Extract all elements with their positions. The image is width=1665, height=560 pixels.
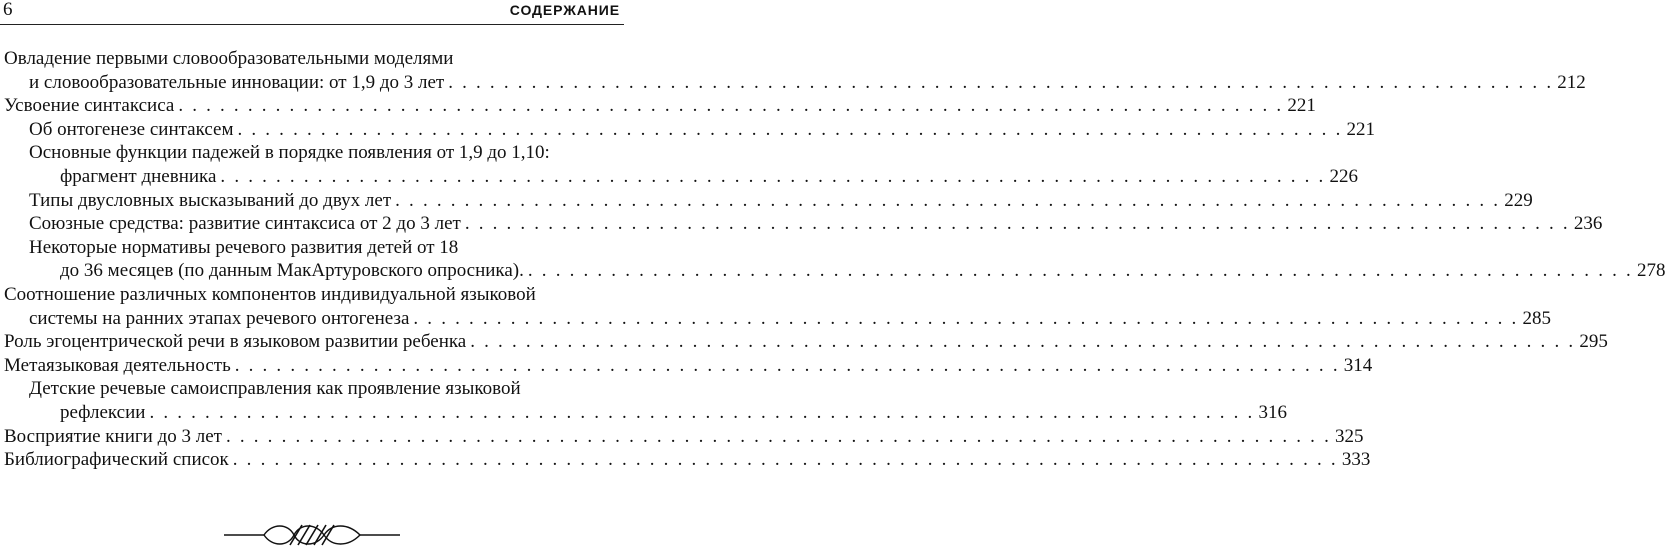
header-title: СОДЕРЖАНИЕ — [509, 2, 620, 18]
toc-entry-title: Некоторые нормативы речевого развития детей от 18 — [29, 236, 459, 258]
toc-entry-line-with-page — [4, 330, 1608, 354]
toc-entry-title: Союзные средства: развитие синтаксиса от 2 до 3 лет — [29, 213, 461, 235]
toc-leader-dots: . . . . . . . . . . . . . . . . . . . . . . . . . . . . . . . . . . . . . . . . . . . . . . . . . . . . . . . . . . . . . . . . . . . . . . . . . . . . . . . . — [220, 165, 1326, 187]
toc-page-number: 316 — [1258, 401, 1288, 423]
toc-leader-dots: . . . . . . . . . . . . . . . . . . . . . . . . . . . . . . . . . . . . . . . . . . . . . . . . . . . . . . . . . . . . . . . . . . . . . . . . . . . . . . . . — [413, 307, 1519, 329]
toc-leader-dots: . . . . . . . . . . . . . . . . . . . . . . . . . . . . . . . . . . . . . . . . . . . . . . . . . . . . . . . . . . . . . . . . . . . . . . . . . . . . . . . . — [225, 425, 1332, 447]
decorative-ornament — [224, 520, 400, 550]
toc-entry-title: системы на ранних этапах речевого онтогенеза — [29, 307, 410, 329]
toc-entry-title: рефлексии — [60, 401, 146, 423]
running-header — [0, 0, 624, 26]
toc-entry[interactable] — [4, 377, 1288, 424]
page-number: 6 — [3, 0, 13, 20]
toc-leader-dots: . . . . . . . . . . . . . . . . . . . . . . . . . . . . . . . . . . . . . . . . . . . . . . . . . . . . . . . . . . . . . . . . . . . . . . . . . . . . . . . . — [149, 401, 1255, 423]
toc-entry[interactable] — [4, 425, 1364, 449]
toc-entry-title: и словообразовательные инновации: от 1,9 до 3 лет — [29, 71, 445, 93]
toc-entry-line-with-page — [4, 71, 1586, 95]
toc-page-number: 236 — [1573, 213, 1603, 235]
toc-page-number: 314 — [1343, 354, 1373, 376]
toc-entry-line-with-page — [4, 189, 1533, 213]
toc-entry-title: фрагмент дневника — [60, 165, 217, 187]
toc-entry-title: до 36 месяцев (по данным МакАртуровского опросника). — [60, 260, 524, 282]
toc-entry-title: Соотношение различных компонентов индивидуальной языковой — [4, 283, 536, 305]
toc-leader-dots: . . . . . . . . . . . . . . . . . . . . . . . . . . . . . . . . . . . . . . . . . . . . . . . . . . . . . . . . . . . . . . . . . . . . . . . . . . . . . . . . — [448, 71, 1554, 93]
toc-leader-dots: . . . . . . . . . . . . . . . . . . . . . . . . . . . . . . . . . . . . . . . . . . . . . . . . . . . . . . . . . . . . . . . . . . . . . . . . . . . . . . . . — [178, 95, 1284, 117]
toc-entry-line-with-page — [4, 118, 1376, 142]
toc-entry-line-with-page — [4, 425, 1364, 449]
toc-page-number: 285 — [1522, 307, 1551, 329]
toc-entry[interactable] — [4, 212, 1603, 236]
toc-entry-title: Овладение первыми словообразовательными моделями — [4, 48, 454, 69]
toc-entry[interactable] — [4, 236, 1665, 283]
toc-entry-line-with-page — [4, 94, 1316, 118]
toc-entry-title: Библиографический список — [4, 449, 229, 471]
toc-entry[interactable] — [4, 354, 1373, 378]
toc-entry-line — [4, 377, 610, 401]
toc-entry[interactable] — [4, 189, 1533, 213]
toc-page-number: 325 — [1335, 425, 1364, 447]
toc-entry-line — [4, 141, 610, 165]
toc-leader-dots: . . . . . . . . . . . . . . . . . . . . . . . . . . . . . . . . . . . . . . . . . . . . . . . . . . . . . . . . . . . . . . . . . . . . . . . . . . . . . . . . — [395, 189, 1501, 211]
table-of-contents — [4, 47, 1665, 472]
toc-entry[interactable] — [4, 94, 1316, 118]
header-rule — [0, 24, 624, 25]
toc-entry-line — [4, 236, 610, 260]
toc-entry-line-with-page — [4, 307, 1551, 331]
toc-entry-title: Об онтогенезе синтаксем — [29, 118, 234, 140]
toc-entry-title: Восприятие книги до 3 лет — [4, 425, 222, 447]
toc-entry[interactable] — [4, 47, 1586, 94]
toc-entry-title: Основные функции падежей в порядке появления от 1,9 до 1,10: — [29, 142, 550, 164]
toc-entry[interactable] — [4, 283, 1551, 330]
toc-entry-title: Усвоение синтаксиса — [4, 95, 175, 117]
toc-entry-line-with-page — [4, 354, 1373, 378]
toc-entry[interactable] — [4, 448, 1371, 472]
toc-leader-dots: . . . . . . . . . . . . . . . . . . . . . . . . . . . . . . . . . . . . . . . . . . . . . . . . . . . . . . . . . . . . . . . . . . . . . . . . . . . . . . . . — [464, 213, 1570, 235]
toc-entry-title: Метаязыковая деятельность — [4, 354, 231, 376]
toc-entry-line-with-page — [4, 259, 1665, 283]
toc-entry-title: Типы двусловных высказываний до двух лет — [29, 189, 392, 211]
toc-entry[interactable] — [4, 118, 1376, 142]
toc-entry-title: Детские речевые самоисправления как проявление языковой — [29, 378, 521, 400]
toc-page-number: 229 — [1504, 189, 1533, 211]
toc-page-number: 295 — [1579, 331, 1608, 353]
toc-entry[interactable] — [4, 330, 1608, 354]
toc-leader-dots: . . . . . . . . . . . . . . . . . . . . . . . . . . . . . . . . . . . . . . . . . . . . . . . . . . . . . . . . . . . . . . . . . . . . . . . . . . . . . . . . — [527, 260, 1633, 282]
toc-entry[interactable] — [4, 141, 1358, 188]
toc-page-number: 221 — [1346, 118, 1376, 140]
toc-entry-line-with-page — [4, 165, 1358, 189]
toc-entry-line — [4, 47, 610, 71]
toc-page-number: 212 — [1557, 71, 1586, 93]
toc-page-number: 221 — [1287, 95, 1316, 117]
toc-entry-title: Роль эгоцентрической речи в языковом развитии ребенка — [4, 331, 467, 353]
toc-leader-dots: . . . . . . . . . . . . . . . . . . . . . . . . . . . . . . . . . . . . . . . . . . . . . . . . . . . . . . . . . . . . . . . . . . . . . . . . . . . . . . . . — [470, 331, 1576, 353]
toc-page-number: 226 — [1329, 165, 1358, 187]
toc-leader-dots: . . . . . . . . . . . . . . . . . . . . . . . . . . . . . . . . . . . . . . . . . . . . . . . . . . . . . . . . . . . . . . . . . . . . . . . . . . . . . . . . — [234, 354, 1340, 376]
toc-entry-line-with-page — [4, 212, 1603, 236]
toc-page-number: 333 — [1341, 449, 1371, 471]
toc-leader-dots: . . . . . . . . . . . . . . . . . . . . . . . . . . . . . . . . . . . . . . . . . . . . . . . . . . . . . . . . . . . . . . . . . . . . . . . . . . . . . . . . — [232, 449, 1338, 471]
toc-leader-dots: . . . . . . . . . . . . . . . . . . . . . . . . . . . . . . . . . . . . . . . . . . . . . . . . . . . . . . . . . . . . . . . . . . . . . . . . . . . . . . . . — [237, 118, 1343, 140]
toc-entry-line-with-page — [4, 401, 1288, 425]
toc-entry-line — [4, 283, 610, 307]
toc-page-number: 278 — [1636, 260, 1665, 282]
toc-entry-line-with-page — [4, 448, 1371, 472]
